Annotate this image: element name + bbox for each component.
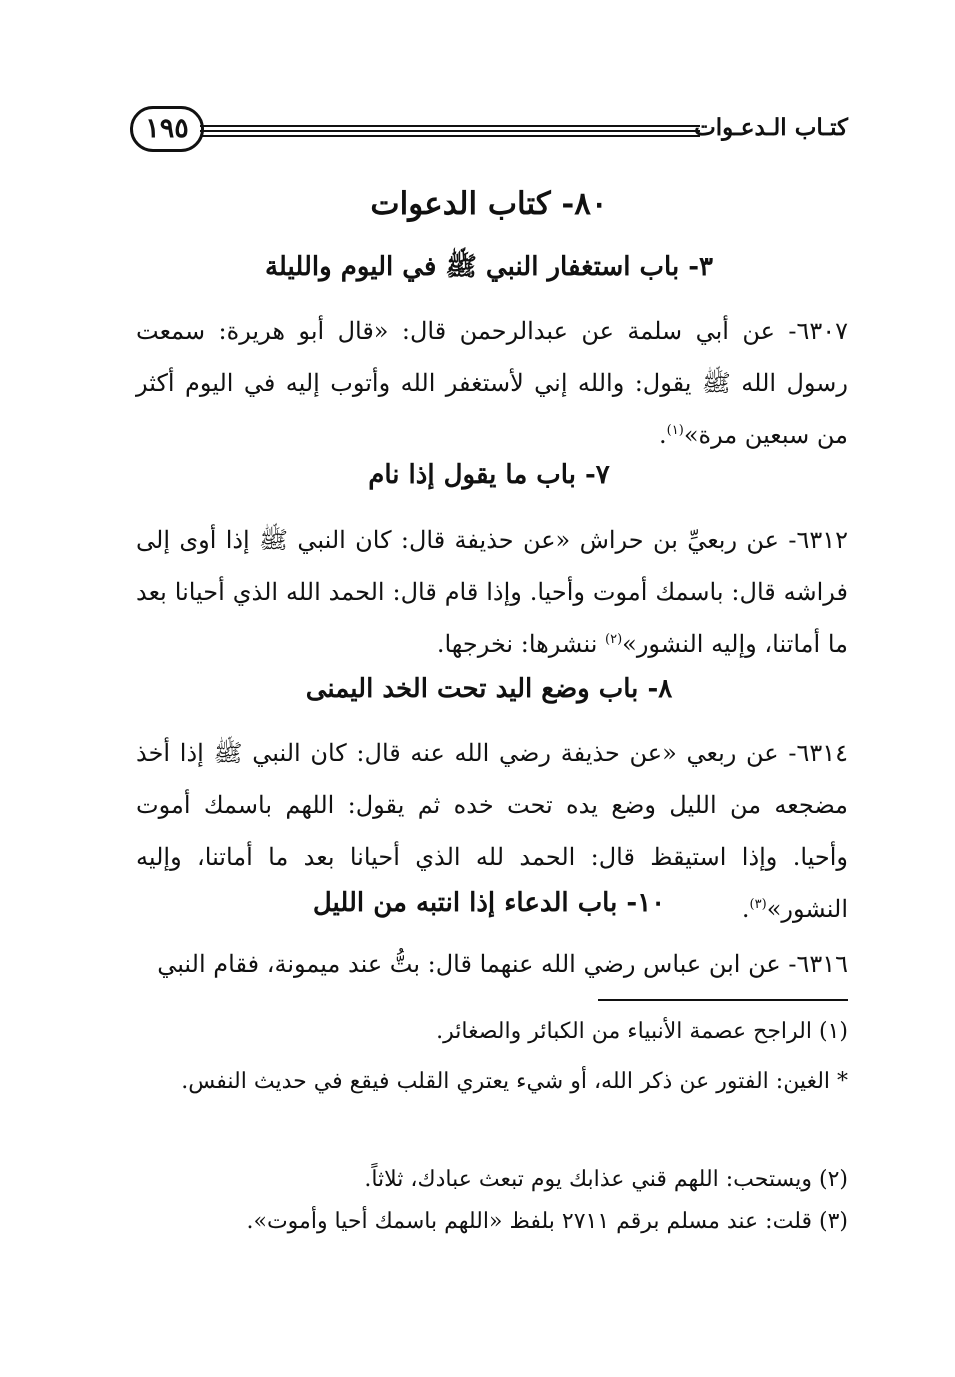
footnote-ref: (١) — [666, 423, 684, 438]
footnote: (٢) ويستحب: اللهم قني عذابك يوم تبعث عبادك، ثلاثاً. — [364, 1167, 848, 1192]
footnote-ref: (٢) — [605, 632, 623, 647]
hadith-paragraph: ٦٣٠٧- عن أبي سلمة عن عبدالرحمن قال: «قال أبو هريرة: سمعت رسول الله ﷺ يقول: والله إني لأستغفر الله وأتوب إليه في اليوم أكثر من سبعين مرة»$^{(١)}$. — [136, 317, 848, 449]
chapter-heading: ٣- باب استغفار النبي ﷺ في اليوم والليلة — [264, 252, 714, 282]
book-title: ٨٠- كتاب الدعوات — [370, 186, 608, 222]
footnote: (١) الراجح عصمة الأنبياء من الكبائر والصغائر. — [436, 1019, 848, 1044]
chapter-heading: ١٠- باب الدعاء إذا انتبه من الليل — [312, 888, 666, 918]
running-title: كتـاب الـدعـوات — [694, 114, 848, 141]
footnote-separator — [598, 999, 848, 1001]
page-header — [130, 100, 848, 160]
chapter-heading: ٨- باب وضع اليد تحت الخد اليمنى — [305, 674, 673, 704]
footnote: * الغين: الفتور عن ذكر الله، أو شيء يعتري القلب فيقع في حديث النفس. — [181, 1069, 848, 1094]
header-rule — [200, 130, 700, 132]
footnote-ref: (٣) — [749, 897, 767, 912]
hadith-paragraph: ٦٣١٦- عن ابن عباس رضي الله عنهما قال: بتُّ عند ميمونة، فقام النبي — [157, 950, 848, 978]
hadith-paragraph: ٦٣١٢- عن ربعيِّ بن حراش «عن حذيفة قال: كان النبي ﷺ إذا أوى إلى فراشه قال: باسمك أموت وأحيا. وإذا قام قال: الحمد الله الذي أحيانا بعد ما أماتنا، وإليه النشور»$^{(٢)}$ ننشرها: نخرجها. — [136, 526, 848, 658]
hadith-paragraph: ٦٣١٤- عن ربعي «عن حذيفة رضي الله عنه قال: كان النبي ﷺ إذا أخذ مضجعه من الليل وضع يده تحت خده ثم يقول: اللهم باسمك أموت وأحيا. وإذا استيقظ قال: الحمد لله الذي أحيانا بعد ما أماتنا، وإليه النشور»$^{(٣)}$. — [136, 739, 848, 923]
header-rule — [200, 125, 700, 127]
page-number: ١٩٥ — [130, 106, 204, 152]
header-rule — [200, 135, 700, 137]
chapter-heading: ٧- باب ما يقول إذا نام — [368, 460, 610, 490]
footnote: (٣) قلت: عند مسلم برقم ٢٧١١ بلفظ «اللهم باسمك أحيا وأموت». — [246, 1209, 848, 1234]
